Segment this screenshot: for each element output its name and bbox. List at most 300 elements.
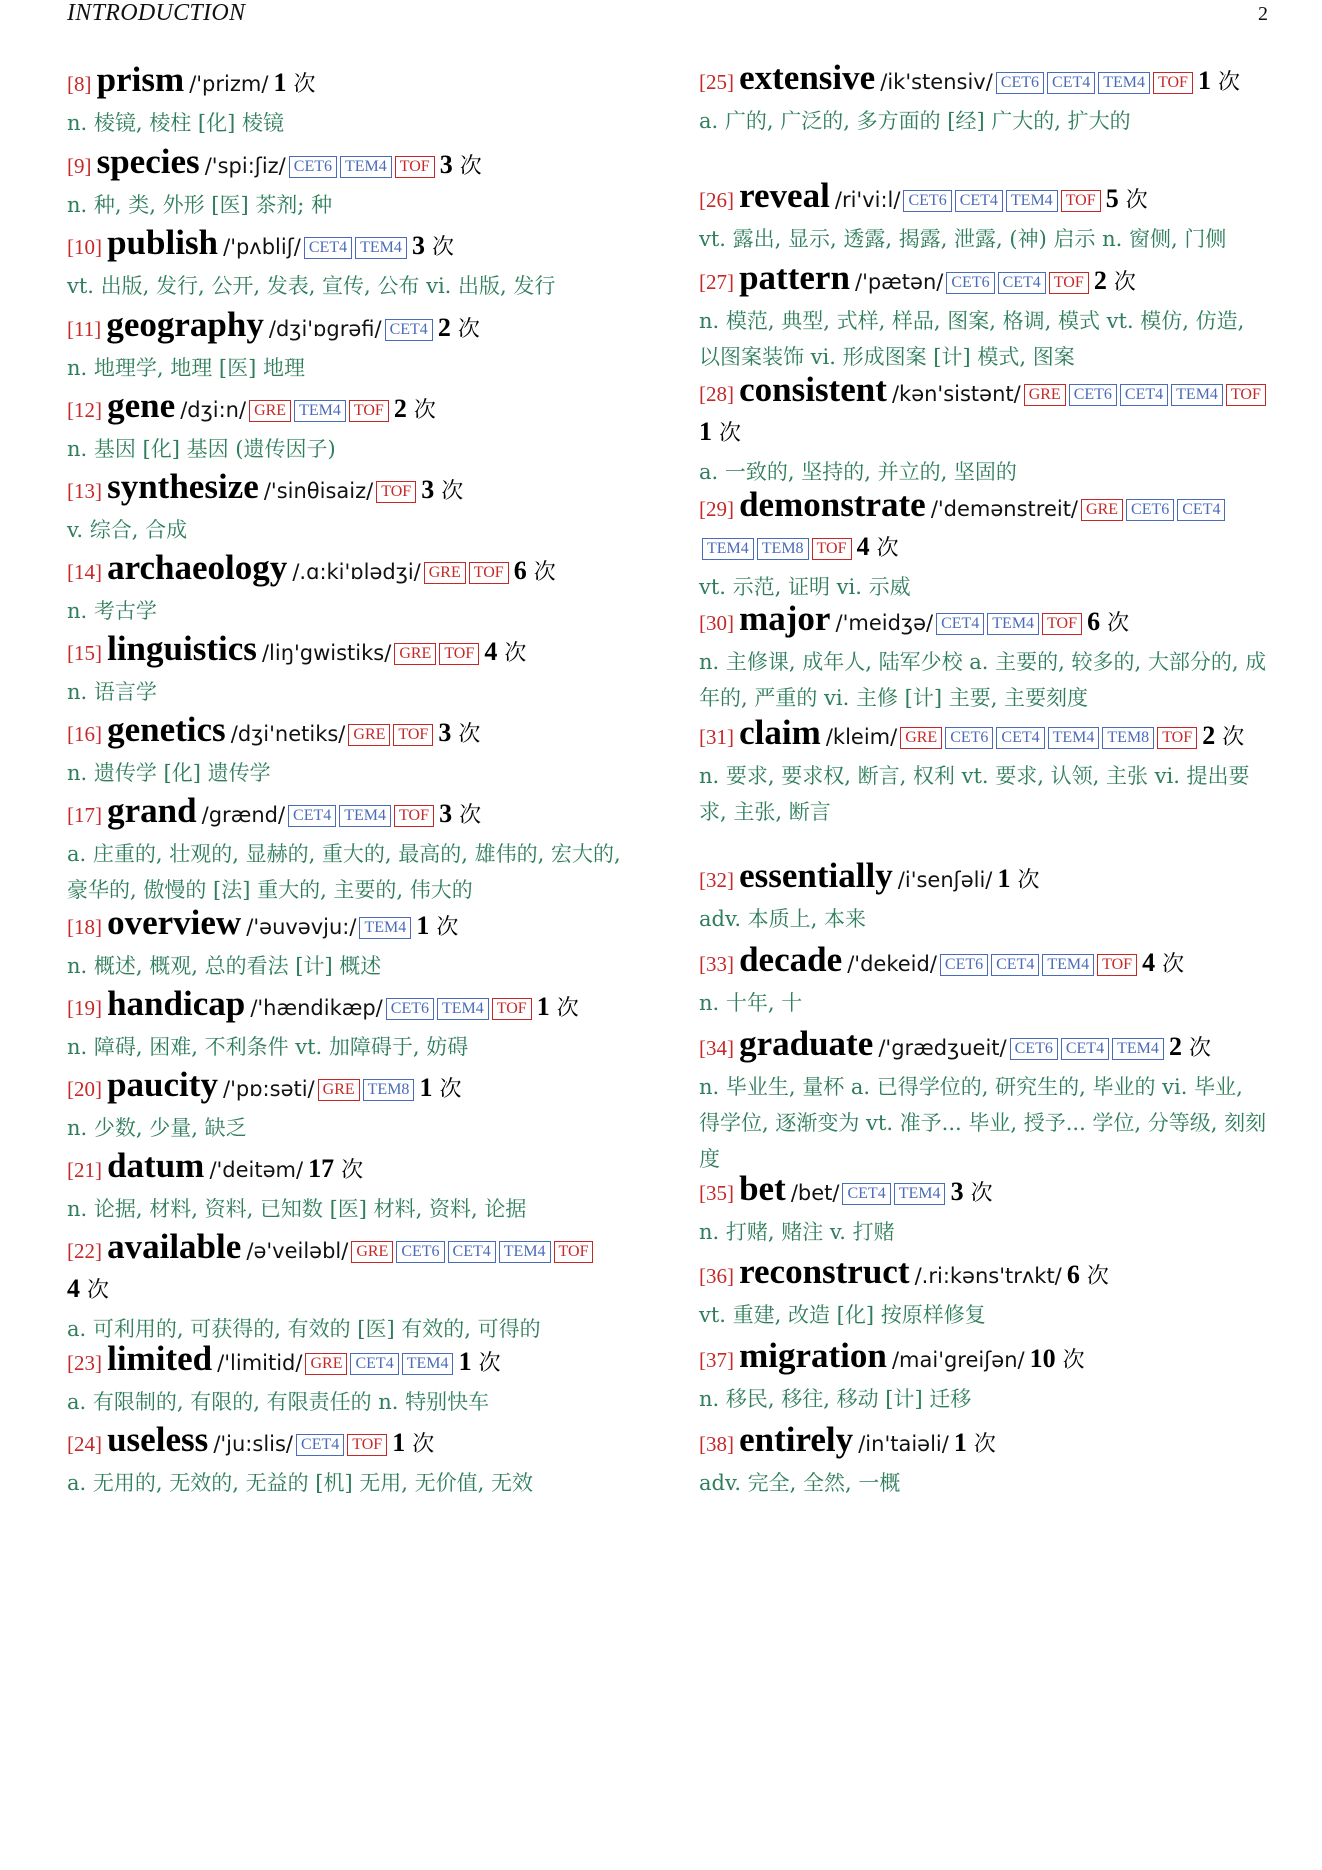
entry-pronunciation: /ri'vi:l/ [834,188,901,212]
entry-pronunciation: /'əuvəvju:/ [246,915,357,939]
entry-index: [18] [67,915,102,939]
count-number: 17 [308,1154,335,1183]
entry-definition: v. 综合, 合成 [67,518,188,542]
count-unit: 次 [441,479,464,504]
exam-tag: TOF [469,562,509,584]
exam-tag: CET6 [945,727,993,749]
entry-headline [67,1229,637,1310]
count-unit: 次 [1125,188,1148,213]
entry-index: [19] [67,996,102,1020]
running-title: INTRODUCTION [67,0,246,26]
exam-tag: GRE [249,400,291,422]
entry-word: available [107,1227,242,1266]
entry-word: handicap [107,984,246,1023]
exam-tag: CET4 [1047,72,1095,94]
count-number: 1 [1198,66,1212,95]
entry-pronunciation: /'deitəm/ [209,1158,304,1182]
entry-definition: n. 概述, 概观, 总的看法 [计] 概述 [67,954,382,978]
exam-tag: TOF [439,643,479,665]
exam-tag: TEM4 [1171,384,1223,406]
entry-headline [699,715,1269,757]
entry-index: [14] [67,560,102,584]
entry-definition: n. 考古学 [67,599,157,623]
entry-index: [38] [699,1432,734,1456]
occurrence-count [439,150,482,179]
exam-tag: TEM4 [339,805,391,827]
dictionary-entry [67,144,637,223]
entry-index: [27] [699,270,734,294]
count-unit: 次 [1017,868,1040,893]
exam-tag: TEM4 [702,538,754,560]
entry-pronunciation: /.ri:kəns'trʌkt/ [914,1264,1062,1288]
entry-word: extensive [739,58,876,97]
entry-headline [67,1422,637,1464]
entry-word: prism [96,60,185,99]
entry-word: datum [107,1146,205,1185]
dictionary-entry [699,1254,1269,1333]
entry-pronunciation: /in'taiəli/ [858,1432,949,1456]
entry-word: bet [739,1169,786,1208]
count-number: 2 [393,394,407,423]
exam-tag: TEM4 [499,1241,551,1263]
entry-headline [699,1338,1269,1380]
dictionary-entry [67,986,637,1065]
entry-index: [22] [67,1239,102,1263]
exam-tag: TOF [554,1241,594,1263]
entry-word: essentially [739,856,893,895]
entry-definition: a. 广的, 广泛的, 多方面的 [经] 广大的, 扩大的 [699,109,1131,133]
entry-index: [30] [699,611,734,635]
exam-tag: CET4 [842,1183,890,1205]
exam-tag: TEM4 [894,1183,946,1205]
entry-index: [20] [67,1077,102,1101]
entry-definition: a. 有限制的, 有限的, 有限责任的 n. 特别快车 [67,1390,490,1414]
entry-definition: n. 主修课, 成年人, 陆军少校 a. 主要的, 较多的, 大部分的, 成年的, 严重的 vi. 主修 [计] 主要, 主要刻度 [699,650,1267,710]
occurrence-count [411,231,454,260]
occurrence-count [438,718,481,747]
dictionary-entry [67,1148,637,1227]
entry-index: [32] [699,868,734,892]
exam-tag: TEM4 [437,998,489,1020]
dictionary-entry [699,715,1269,830]
entry-headline [67,1341,637,1383]
entry-word: migration [739,1336,887,1375]
exam-tag: TOF [1042,613,1082,635]
count-unit: 次 [431,235,454,260]
exam-tag: CET6 [1069,384,1117,406]
exam-tag: TEM4 [402,1353,454,1375]
entry-word: synthesize [107,467,259,506]
exam-tag: TOF [1153,72,1193,94]
entry-pronunciation: /ə'veiləbl/ [246,1239,349,1263]
entry-pronunciation: /i'senʃəli/ [897,868,993,892]
entry-word: gene [107,386,176,425]
occurrence-count [1087,607,1130,636]
occurrence-count [699,417,742,446]
occurrence-count [67,1274,110,1303]
entry-pronunciation: /'spi:ʃiz/ [204,154,286,178]
dictionary-entry [67,62,637,141]
entry-pronunciation: /bet/ [790,1181,840,1205]
entry-index: [26] [699,188,734,212]
entry-word: genetics [107,710,226,749]
entry-word: species [96,142,200,181]
exam-tag: TOF [376,481,416,503]
entry-headline [699,601,1269,643]
exam-tag: CET6 [940,954,988,976]
dictionary-entry [699,260,1269,375]
exam-tag: TOF [1049,272,1089,294]
count-unit: 次 [970,1181,993,1206]
entry-index: [8] [67,72,92,96]
count-unit: 次 [1086,1264,1109,1289]
entry-headline [67,1067,637,1109]
count-number: 3 [438,718,452,747]
exam-tag: CET6 [289,156,337,178]
occurrence-count [1168,1032,1211,1061]
exam-tag: CET6 [1010,1038,1058,1060]
count-unit: 次 [436,915,459,940]
dictionary-entry [699,1338,1269,1417]
count-number: 2 [1093,266,1107,295]
count-number: 1 [416,911,430,940]
occurrence-count [393,394,436,423]
exam-tag: CET4 [288,805,336,827]
entry-index: [15] [67,641,102,665]
entry-index: [9] [67,154,92,178]
entry-index: [37] [699,1348,734,1372]
exam-tag: CET4 [448,1241,496,1263]
exam-tag: GRE [351,1241,393,1263]
exam-tag: TOF [395,156,435,178]
dictionary-entry [699,487,1269,605]
count-unit: 次 [341,1158,364,1183]
entry-headline [699,1254,1269,1296]
exam-tag: TEM4 [1112,1038,1164,1060]
dictionary-entry [699,60,1269,139]
occurrence-count [416,911,459,940]
count-number: 1 [419,1073,433,1102]
entry-pronunciation: /dʒi'netiks/ [230,722,346,746]
count-unit: 次 [876,536,899,561]
exam-tag: TEM4 [1006,190,1058,212]
entry-word: demonstrate [739,485,926,524]
occurrence-count [419,1073,462,1102]
entry-headline [67,225,637,267]
count-unit: 次 [719,421,742,446]
count-unit: 次 [457,317,480,342]
count-unit: 次 [478,1351,501,1376]
exam-tag: TEM4 [1042,954,1094,976]
exam-tag: TEM8 [363,1079,415,1101]
count-unit: 次 [293,72,316,97]
entry-index: [35] [699,1181,734,1205]
occurrence-count [308,1154,364,1183]
entry-pronunciation: /'sinθisaiz/ [263,479,374,503]
entry-index: [12] [67,398,102,422]
entry-index: [21] [67,1158,102,1182]
exam-tag: CET4 [991,954,1039,976]
exam-tag: CET6 [386,998,434,1020]
exam-tag: CET4 [385,319,433,341]
count-unit: 次 [87,1278,110,1303]
dictionary-entry [67,388,637,467]
entry-pronunciation: /liŋ'gwistiks/ [261,641,392,665]
occurrence-count [950,1177,993,1206]
count-number: 1 [699,417,712,446]
occurrence-count [421,475,464,504]
entry-headline [67,631,637,673]
count-unit: 次 [459,154,482,179]
entry-definition: n. 语言学 [67,680,157,704]
entry-definition: n. 十年, 十 [699,991,803,1015]
exam-tag: TEM4 [355,237,407,259]
entry-word: archaeology [107,548,288,587]
entry-word: reconstruct [739,1252,910,1291]
entry-headline [699,372,1269,453]
entry-headline [67,62,637,104]
entry-word: overview [107,903,242,942]
entry-index: [31] [699,725,734,749]
count-number: 2 [1168,1032,1182,1061]
dictionary-entry [67,1229,637,1347]
dictionary-entry [699,942,1269,1021]
exam-tag: CET4 [296,1434,344,1456]
entry-headline [67,388,637,430]
entry-word: entirely [739,1420,854,1459]
entry-word: limited [107,1339,213,1378]
entry-headline [67,469,637,511]
exam-tag: TEM8 [1102,727,1154,749]
occurrence-count [273,68,316,97]
exam-tag: CET6 [903,190,951,212]
exam-tag: TOF [394,805,434,827]
occurrence-count [513,556,556,585]
count-number: 1 [273,68,287,97]
occurrence-count [1105,184,1148,213]
occurrence-count [458,1347,501,1376]
entry-definition: n. 打赌, 赌注 v. 打赌 [699,1220,895,1244]
count-unit: 次 [1222,725,1245,750]
exam-tag: CET4 [998,272,1046,294]
dictionary-entry [67,905,637,984]
count-number: 1 [953,1428,967,1457]
entry-index: [10] [67,235,102,259]
count-number: 6 [513,556,527,585]
entry-index: [33] [699,952,734,976]
entry-word: linguistics [107,629,257,668]
entry-definition: a. 庄重的, 壮观的, 显赫的, 重大的, 最高的, 雄伟的, 宏大的, 豪华的, 傲慢的 [法] 重大的, 主要的, 伟大的 [67,842,621,902]
dictionary-entry [67,712,637,791]
exam-tag: TOF [393,724,433,746]
exam-tag: CET4 [1061,1038,1109,1060]
exam-tag: TEM4 [1048,727,1100,749]
entry-pronunciation: /dʒi'ɒgrəfi/ [268,317,382,341]
exam-tag: GRE [1081,499,1123,521]
exam-tag: TEM8 [757,538,809,560]
entry-definition: adv. 本质上, 本来 [699,907,867,931]
entry-definition: vt. 重建, 改造 [化] 按原样修复 [699,1303,986,1327]
count-number: 3 [439,150,453,179]
entry-word: paucity [107,1065,218,1104]
entry-definition: n. 基因 [化] 基因 (遗传因子) [67,437,336,461]
dictionary-entry [67,225,637,304]
count-number: 3 [411,231,425,260]
exam-tag: TEM4 [359,917,411,939]
count-number: 4 [856,532,870,561]
exam-tag: CET4 [996,727,1044,749]
entry-headline [699,1026,1269,1068]
count-number: 10 [1029,1344,1056,1373]
entry-index: [24] [67,1432,102,1456]
count-number: 5 [1105,184,1119,213]
entry-headline [67,307,637,349]
entry-definition: n. 遗传学 [化] 遗传学 [67,761,271,785]
entry-definition: vt. 出版, 发行, 公开, 发表, 宣传, 公布 vi. 出版, 发行 [67,274,556,298]
entry-word: grand [107,791,197,830]
count-number: 1 [458,1347,472,1376]
entry-headline [699,178,1269,220]
entry-headline [699,487,1269,568]
count-number: 2 [437,313,451,342]
count-unit: 次 [1218,70,1241,95]
entry-pronunciation: /dʒi:n/ [180,398,247,422]
dictionary-entry [67,1422,637,1501]
entry-headline [67,986,637,1028]
exam-tag: TOF [349,400,389,422]
page-number: 2 [1258,3,1268,25]
count-number: 1 [997,864,1011,893]
count-number: 1 [392,1428,406,1457]
entry-headline [699,858,1269,900]
exam-tag: CET4 [936,613,984,635]
entry-word: consistent [739,370,887,409]
count-unit: 次 [1062,1348,1085,1373]
exam-tag: TEM4 [294,400,346,422]
entry-pronunciation: /'pʌbliʃ/ [223,235,301,259]
count-unit: 次 [413,398,436,423]
dictionary-entry [699,1422,1269,1501]
entry-definition: a. 可利用的, 可获得的, 有效的 [医] 有效的, 可得的 [67,1317,541,1341]
occurrence-count [856,532,899,561]
exam-tag: GRE [424,562,466,584]
entry-headline [67,712,637,754]
count-number: 6 [1087,607,1101,636]
count-unit: 次 [1188,1036,1211,1061]
entry-word: reveal [739,176,830,215]
entry-headline [699,1171,1269,1213]
dictionary-entry [699,1026,1269,1177]
entry-index: [25] [699,70,734,94]
count-unit: 次 [1113,270,1136,295]
exam-tag: TOF [1097,954,1137,976]
entry-definition: n. 移民, 移往, 移动 [计] 迁移 [699,1387,972,1411]
entry-pronunciation: /kən'sistənt/ [891,382,1021,406]
entry-pronunciation: /'pætən/ [855,270,944,294]
occurrence-count [437,313,480,342]
count-number: 4 [67,1274,80,1303]
exam-tag: CET6 [1126,499,1174,521]
occurrence-count [1093,266,1136,295]
exam-tag: CET4 [304,237,352,259]
count-unit: 次 [1107,611,1130,636]
entry-definition: n. 种, 类, 外形 [医] 茶剂; 种 [67,193,333,217]
entry-pronunciation: /mai'greiʃən/ [891,1348,1025,1372]
count-number: 3 [950,1177,964,1206]
entry-pronunciation: /'limitid/ [217,1351,303,1375]
entry-definition: adv. 完全, 全然, 一概 [699,1471,901,1495]
entry-index: [36] [699,1264,734,1288]
entry-pronunciation: /'pɒ:səti/ [223,1077,315,1101]
page-header [67,0,1268,34]
entry-pronunciation: /grænd/ [201,803,286,827]
occurrence-count [1198,66,1241,95]
exam-tag: GRE [900,727,942,749]
count-unit: 次 [458,722,481,747]
entry-index: [29] [699,497,734,521]
occurrence-count [484,637,527,666]
exam-tag: TEM4 [340,156,392,178]
occurrence-count [392,1428,435,1457]
entry-word: claim [739,713,821,752]
dictionary-entry [67,469,637,548]
entry-pronunciation: /'hændikæp/ [250,996,383,1020]
entry-pronunciation: /'demənstreit/ [930,497,1079,521]
entry-word: major [739,599,831,638]
entry-pronunciation: /'prizm/ [189,72,269,96]
exam-tag: CET4 [1177,499,1225,521]
entry-definition: n. 棱镜, 棱柱 [化] 棱镜 [67,111,284,135]
exam-tag: CET6 [946,272,994,294]
occurrence-count [1202,721,1245,750]
count-unit: 次 [459,803,482,828]
entry-pronunciation: /'grædʒueit/ [878,1036,1007,1060]
exam-tag: TOF [492,998,532,1020]
entry-definition: n. 地理学, 地理 [医] 地理 [67,356,305,380]
occurrence-count [439,799,482,828]
occurrence-count [1142,948,1185,977]
count-number: 2 [1202,721,1216,750]
dictionary-entry [67,307,637,386]
exam-tag: GRE [318,1079,360,1101]
entry-headline [699,260,1269,302]
entry-pronunciation: /'ju:slis/ [213,1432,294,1456]
entry-pronunciation: /ik'stensiv/ [880,70,993,94]
entry-headline [67,905,637,947]
count-unit: 次 [1162,952,1185,977]
entry-index: [28] [699,382,734,406]
entry-headline [67,144,637,186]
occurrence-count [953,1428,996,1457]
entry-word: pattern [739,258,850,297]
entry-word: useless [107,1420,209,1459]
count-number: 6 [1066,1260,1080,1289]
entry-pronunciation: /'dekeid/ [847,952,937,976]
occurrence-count [1029,1344,1085,1373]
count-unit: 次 [439,1077,462,1102]
count-number: 3 [439,799,453,828]
dictionary-entry [67,631,637,710]
dictionary-entry [67,793,637,908]
exam-tag: GRE [305,1353,347,1375]
entry-index: [16] [67,722,102,746]
exam-tag: CET4 [350,1353,398,1375]
count-number: 4 [484,637,498,666]
entry-definition: n. 模范, 典型, 式样, 样品, 图案, 格调, 模式 vt. 模仿, 仿造, 以图案装饰 vi. 形成图案 [计] 模式, 图案 [699,309,1245,369]
dictionary-entry [67,550,637,629]
entry-pronunciation: /.ɑ:ki'ɒlədʒi/ [292,560,421,584]
exam-tag: CET6 [396,1241,444,1263]
